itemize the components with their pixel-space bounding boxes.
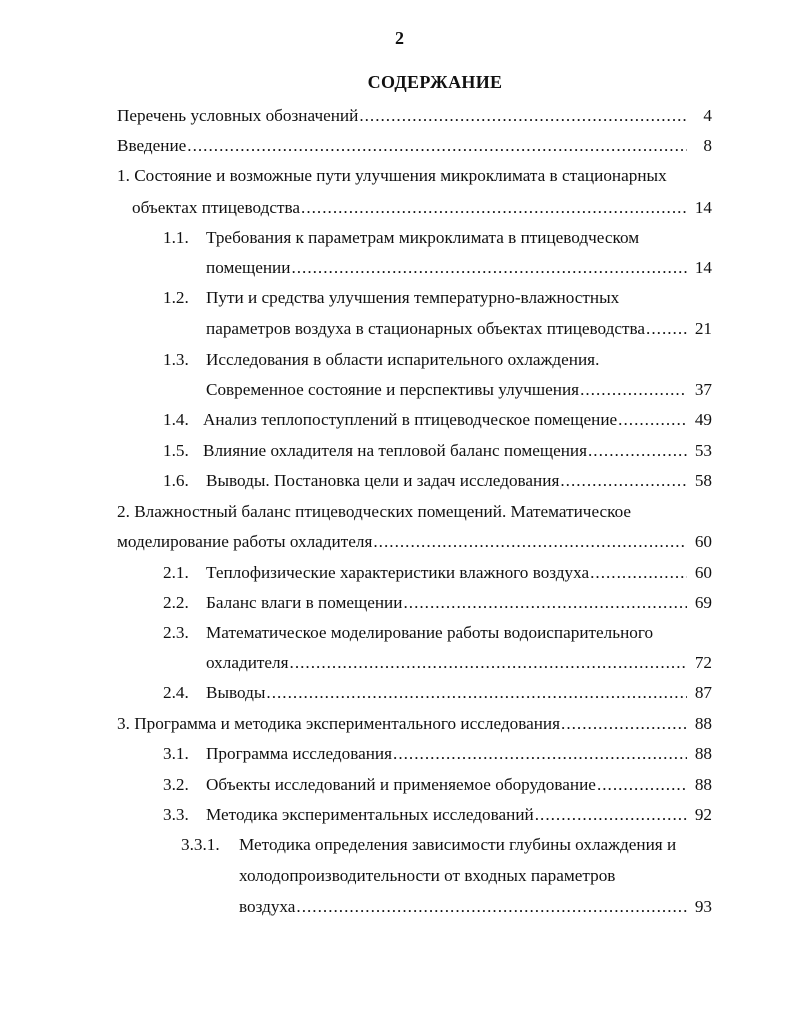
toc-page-number: 93: [694, 897, 712, 916]
toc-page-number: 72: [694, 653, 712, 672]
toc-page-number: 87: [694, 683, 712, 702]
dot-leader: [301, 193, 687, 223]
toc-section-number: 1.6.: [163, 471, 189, 490]
toc-section-number: 1.1.: [163, 228, 189, 247]
toc-section-number: 2.1.: [163, 563, 189, 582]
toc-section-1-5[interactable]: [203, 436, 712, 466]
toc-entry-text: Анализ теплопоступлений в птицеводческое помещение: [203, 410, 618, 429]
toc-page-number: 60: [694, 563, 712, 582]
dot-leader: [588, 436, 687, 466]
toc-page-number: 8: [703, 136, 712, 155]
toc-section-1-1[interactable]: [206, 253, 712, 283]
toc-page-number: 4: [703, 106, 712, 125]
toc-section-2-1[interactable]: [206, 558, 712, 588]
toc-page-number: 88: [694, 744, 712, 763]
dot-leader: [266, 678, 687, 708]
toc-chapter-1[interactable]: [132, 193, 712, 223]
toc-section-1-3[interactable]: [206, 375, 712, 405]
toc-section-2-3[interactable]: [206, 648, 712, 678]
toc-section-2-2[interactable]: [206, 588, 712, 618]
toc-section-number: 3.3.1.: [181, 835, 220, 854]
toc-section-number: 1.5.: [163, 441, 189, 460]
toc-entry-text: 3. Программа и методика экспериментального исследования: [117, 714, 561, 733]
toc-section-3-3-1-line2[interactable]: холодопроизводительности от входных параметров: [239, 866, 616, 885]
dot-leader: [560, 466, 687, 496]
toc-chapter-2[interactable]: [117, 527, 712, 557]
toc-page-number: 49: [694, 410, 712, 429]
dot-leader: [561, 709, 687, 739]
page-number: 2: [395, 28, 404, 48]
toc-entry-text: Объекты исследований и применяемое оборудование: [206, 775, 596, 794]
toc-section-1-6[interactable]: [206, 466, 712, 496]
toc-section-number: 2.2.: [163, 593, 189, 612]
toc-page-number: 88: [694, 775, 712, 794]
toc-section-1-3-line1[interactable]: Исследования в области испарительного охлаждения.: [206, 350, 600, 369]
toc-section-3-1[interactable]: [206, 739, 712, 769]
toc-section-number: 2.4.: [163, 683, 189, 702]
dot-leader: [187, 131, 687, 161]
toc-entry-text: Теплофизические характеристики влажного воздуха: [206, 563, 590, 582]
toc-section-number: 1.2.: [163, 288, 189, 307]
toc-entry-text: охладителя: [206, 653, 289, 672]
dot-leader: [359, 101, 687, 131]
toc-page-number: 69: [694, 593, 712, 612]
toc-section-1-1-line1[interactable]: Требования к параметрам микроклимата в птицеводческом: [206, 228, 640, 247]
dot-leader: [403, 588, 687, 618]
dot-leader: [646, 314, 687, 344]
toc-section-number: 3.1.: [163, 744, 189, 763]
toc-page-number: 21: [694, 319, 712, 338]
toc-page-number: 14: [694, 258, 712, 277]
toc-entry-abbreviations[interactable]: [117, 101, 712, 131]
toc-chapter-2-line1[interactable]: 2. Влажностный баланс птицеводческих помещений. Математическое: [117, 502, 632, 521]
dot-leader: [296, 892, 687, 922]
toc-entry-text: Введение: [117, 136, 187, 155]
toc-entry-text: Методика экспериментальных исследований: [206, 805, 534, 824]
toc-entry-text: Влияние охладителя на тепловой баланс помещения: [203, 441, 587, 460]
toc-page-number: 58: [694, 471, 712, 490]
toc-section-number: 2.3.: [163, 623, 189, 642]
dot-leader: [618, 405, 687, 435]
dot-leader: [535, 800, 687, 830]
dot-leader: [393, 739, 687, 769]
toc-section-number: 3.2.: [163, 775, 189, 794]
dot-leader: [590, 558, 687, 588]
dot-leader: [290, 648, 687, 678]
toc-entry-text: Выводы: [206, 683, 266, 702]
toc-title: СОДЕРЖАНИЕ: [367, 72, 503, 92]
toc-chapter-1-line1[interactable]: 1. Состояние и возможные пути улучшения микроклимата в стационарных: [117, 166, 667, 185]
toc-section-1-2[interactable]: [206, 314, 712, 344]
toc-section-2-4[interactable]: [206, 678, 712, 708]
toc-section-number: 1.3.: [163, 350, 189, 369]
toc-entry-text: Выводы. Постановка цели и задач исследования: [206, 471, 560, 490]
toc-section-3-3-1[interactable]: [239, 892, 712, 922]
toc-page-number: 92: [694, 805, 712, 824]
toc-entry-text: Баланс влаги в помещении: [206, 593, 403, 612]
toc-page-number: 53: [694, 441, 712, 460]
toc-page-number: 14: [694, 198, 712, 217]
toc-entry-text: Перечень условных обозначений: [117, 106, 359, 125]
toc-entry-text: Программа исследования: [206, 744, 393, 763]
toc-entry-text: Современное состояние и перспективы улучшения: [206, 380, 580, 399]
toc-page-number: 88: [694, 714, 712, 733]
toc-section-3-2[interactable]: [206, 770, 712, 800]
dot-leader: [373, 527, 687, 557]
dot-leader: [291, 253, 687, 283]
toc-section-3-3-1-line1[interactable]: Методика определения зависимости глубины охлаждения и: [239, 835, 677, 854]
toc-entry-text: воздуха: [239, 897, 296, 916]
dot-leader: [597, 770, 687, 800]
toc-entry-text: объектах птицеводства: [132, 198, 301, 217]
toc-section-number: 1.4.: [163, 410, 189, 429]
toc-section-1-4[interactable]: [203, 405, 712, 435]
toc-chapter-3[interactable]: [117, 709, 712, 739]
toc-page-number: 37: [694, 380, 712, 399]
toc-entry-text: помещении: [206, 258, 291, 277]
toc-entry-text: параметров воздуха в стационарных объектах птицеводства: [206, 319, 646, 338]
toc-section-2-3-line1[interactable]: Математическое моделирование работы водоиспарительного: [206, 623, 654, 642]
toc-entry-introduction[interactable]: [117, 131, 712, 161]
toc-entry-text: моделирование работы охладителя: [117, 532, 373, 551]
dot-leader: [580, 375, 687, 405]
toc-section-3-3[interactable]: [206, 800, 712, 830]
toc-page-number: 60: [694, 532, 712, 551]
toc-section-number: 3.3.: [163, 805, 189, 824]
toc-section-1-2-line1[interactable]: Пути и средства улучшения температурно-влажностных: [206, 288, 620, 307]
